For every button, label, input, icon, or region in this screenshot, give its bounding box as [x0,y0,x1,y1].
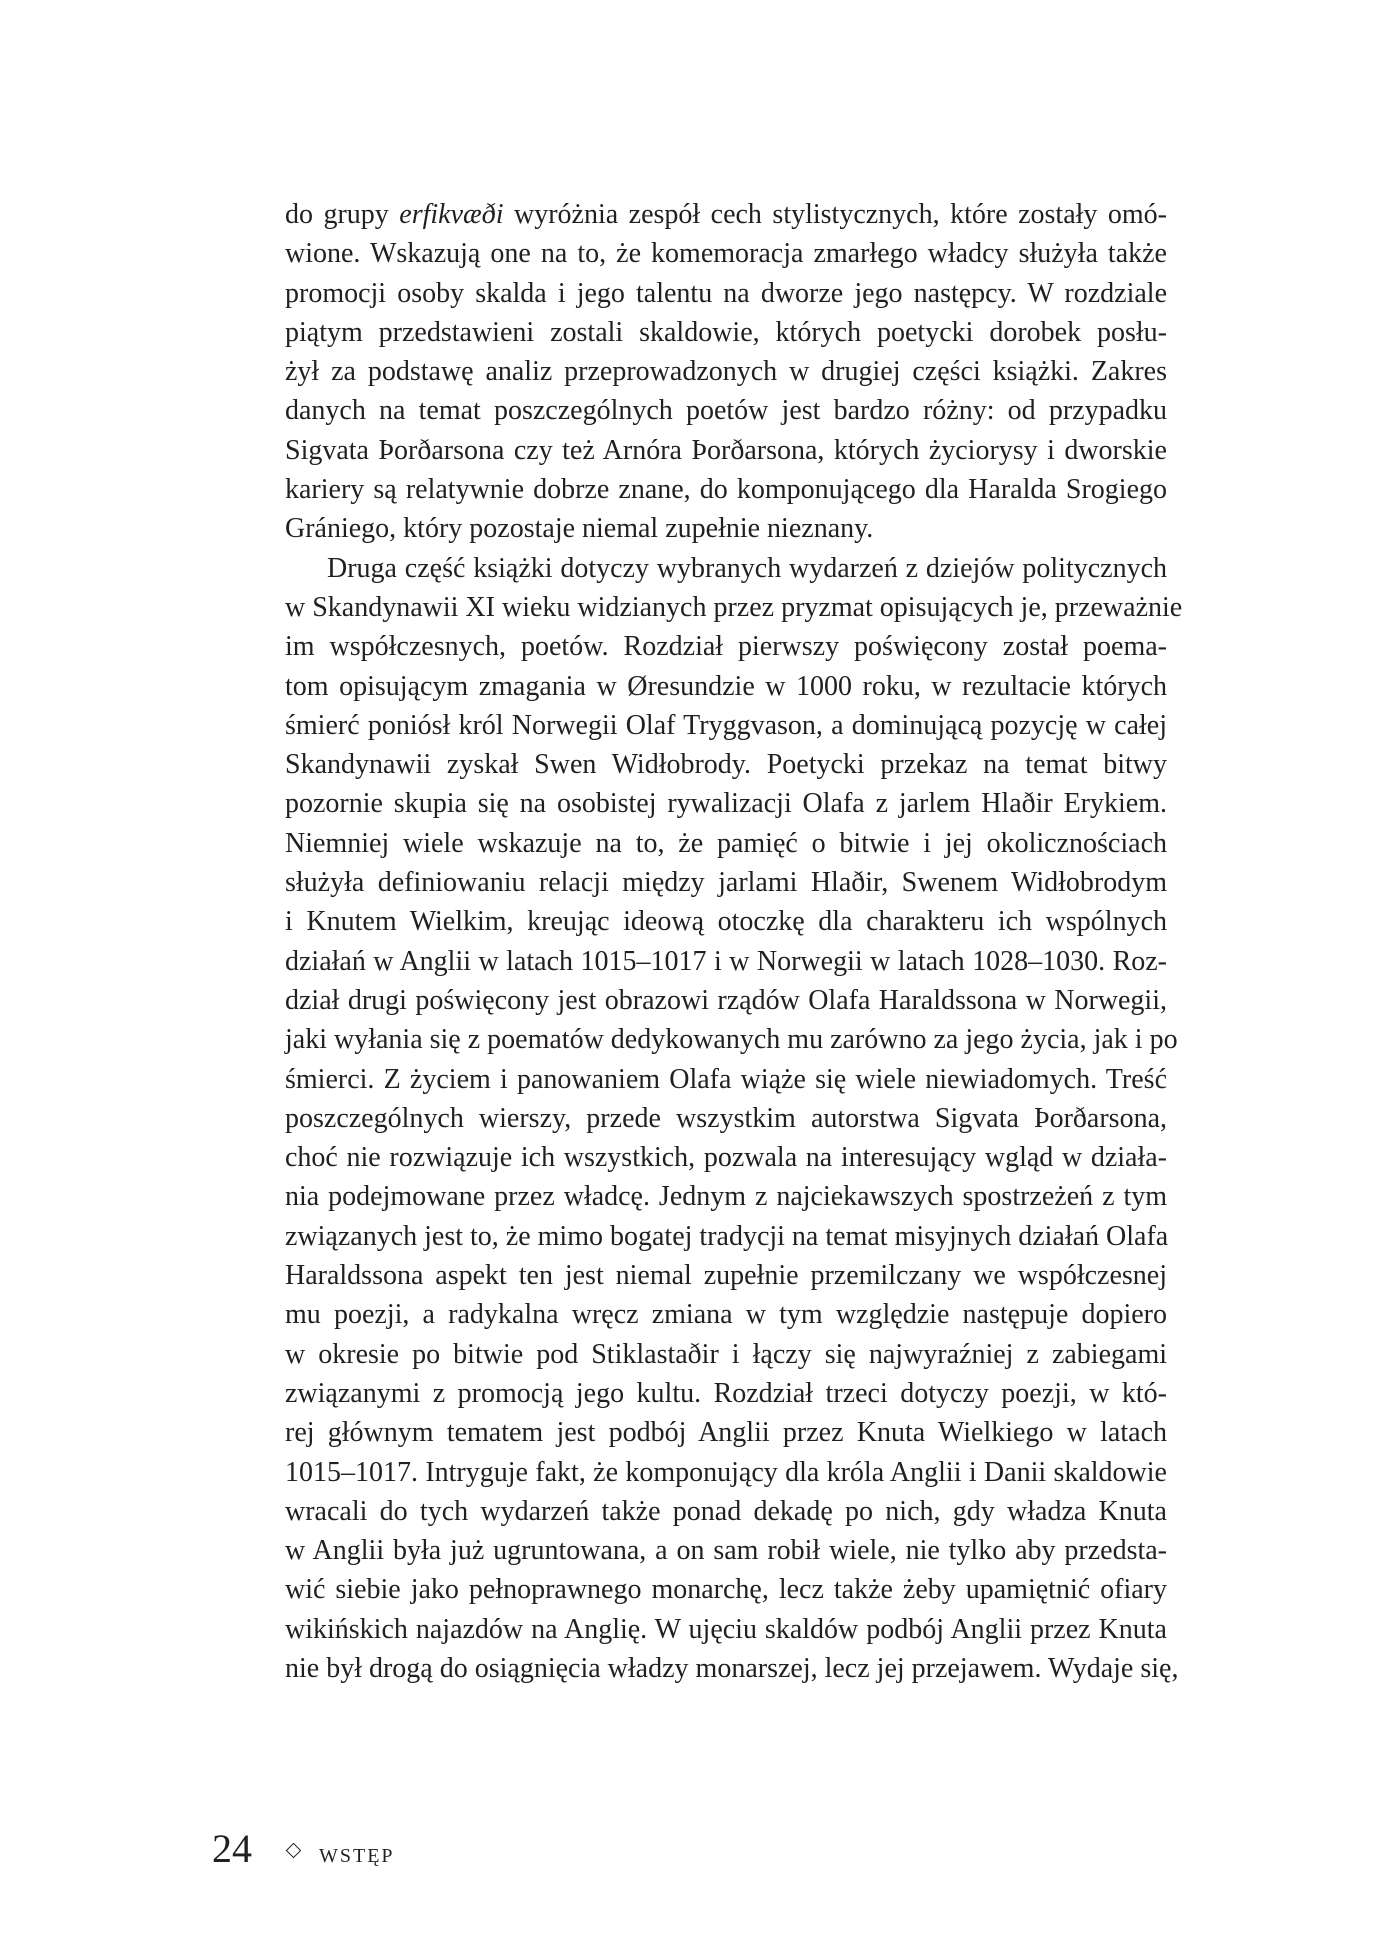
text-line: nia podejmowane przez władcę. Jednym z najciekawszych spostrzeżeń z tym [285,1181,1167,1213]
text-line: promocji osoby skalda i jego talentu na dworze jego następcy. W rozdziale [285,277,1167,309]
text-line: śmierć poniósł król Norwegii Olaf Tryggvason, a dominującą pozycję w całej [285,709,1167,741]
text-line: w okresie po bitwie pod Stiklastaðir i łączy się najwyraźniej z zabiegami [285,1338,1167,1370]
text-line: w Skandynawii XI wieku widzianych przez pryzmat opisujących je, przeważnie [285,591,1183,623]
page-number: 24 [212,1826,252,1871]
text-line: i Knutem Wielkim, kreując ideową otoczkę dla charakteru ich wspólnych [285,906,1167,938]
italic-term: erfikvæði [399,199,504,230]
running-section-label: WSTĘP [319,1845,395,1867]
text-line: Skandynawii zyskał Swen Widłobrody. Poetycki przekaz na temat bitwy [285,749,1167,781]
text-line: wikińskich najazdów na Anglię. W ujęciu skaldów podbój Anglii przez Knuta [285,1613,1167,1645]
text-line: im współczesnych, poetów. Rozdział pierwszy poświęcony został poema- [285,631,1167,663]
text-line: służyła definiowaniu relacji między jarlami Hlaðir, Swenem Widłobrodym [285,867,1167,899]
text-line: pozornie skupia się na osobistej rywalizacji Olafa z jarlem Hlaðir Erykiem. [285,788,1167,820]
text-line: związanymi z promocją jego kultu. Rozdział trzeci dotyczy poezji, w któ- [285,1377,1167,1409]
text-line: w Anglii była już ugruntowana, a on sam robił wiele, nie tylko aby przedsta- [285,1535,1167,1567]
paragraph-2 [285,549,1183,1689]
text-line: danych na temat poszczególnych poetów jest bardzo różny: od przypadku [285,395,1167,427]
text-line: żył za podstawę analiz przeprowadzonych w drugiej części książki. Zakres [285,356,1167,388]
text-line: wić siebie jako pełnoprawnego monarchę, lecz także żeby upamiętnić ofiary [285,1574,1167,1606]
text-line: 1015–1017. Intryguje fakt, że komponujący dla króla Anglii i Danii skaldowie [285,1456,1167,1488]
text-line: dział drugi poświęcony jest obrazowi rządów Olafa Haraldssona w Norwegii, [285,984,1167,1016]
text-line: śmierci. Z życiem i panowaniem Olafa wiąże się wiele niewiadomych. Treść [285,1063,1167,1095]
text-line: wione. Wskazują one na to, że komemoracja zmarłego władcy służyła także [285,238,1167,270]
text-line: Haraldssona aspekt ten jest niemal zupełnie przemilczany we współczesnej [285,1260,1167,1292]
text-line: Sigvata Þorðarsona czy też Arnóra Þorðarsona, których życiorysy i dworskie [285,434,1167,466]
text-line: działań w Anglii w latach 1015–1017 i w Norwegii w latach 1028–1030. Roz- [285,945,1167,977]
text-line: poszczególnych wierszy, przede wszystkim autorstwa Sigvata Þorðarsona, [285,1102,1167,1134]
text-line: kariery są relatywnie dobrze znane, do komponującego dla Haralda Srogiego [285,474,1167,506]
text-line: rej głównym tematem jest podbój Anglii przez Knuta Wielkiego w latach [285,1417,1167,1449]
text-line: mu poezji, a radykalna wręcz zmiana w tym względzie następuje dopiero [285,1299,1167,1331]
text-line: jaki wyłania się z poematów dedykowanych mu zarówno za jego życia, jak i po [285,1024,1178,1056]
text-line: Niemniej wiele wskazuje na to, że pamięć o bitwie i jej okolicznościach [285,827,1167,859]
text-line: choć nie rozwiązuje ich wszystkich, pozwala na interesujący wgląd w działa- [285,1142,1167,1174]
text-line: wracali do tych wydarzeń także ponad dekadę po nich, gdy władza Knuta [285,1495,1167,1527]
page-footer [212,1825,395,1872]
main-text [285,195,1183,1688]
text-line: nie był drogą do osiągnięcia władzy monarszej, lecz jej przejawem. Wydaje się, [285,1652,1179,1684]
diamond-icon [286,1843,302,1859]
text-line: tom opisującym zmagania w Øresundzie w 1000 roku, w rezultacie których [285,670,1167,702]
text-line: Druga część książki dotyczy wybranych wydarzeń z dziejów politycznych [327,552,1167,584]
text-line: Grániego, który pozostaje niemal zupełnie nieznany. [285,513,874,545]
text-line: związanych jest to, że mimo bogatej tradycji na temat misyjnych działań Olafa [285,1220,1169,1252]
paragraph-1 [285,195,1167,549]
text-line: piątym przedstawieni zostali skaldowie, których poetycki dorobek posłu- [285,316,1167,348]
text-line: do grupy erfikvæði wyróżnia zespół cech stylistycznych, które zostały omó- [285,199,1167,230]
